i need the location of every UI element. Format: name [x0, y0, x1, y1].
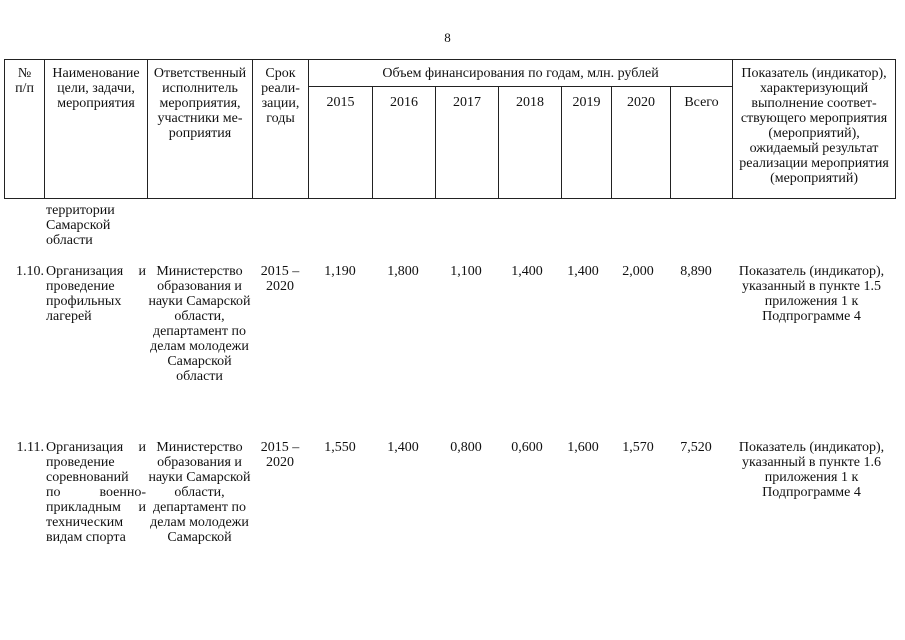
row-number: 1.11.: [16, 440, 44, 455]
page-number: 8: [444, 30, 451, 45]
row-term: 2015 – 2020: [260, 264, 300, 294]
header-year: 2018: [499, 87, 562, 199]
header-name: Наименование цели, задачи, мероприятия: [45, 60, 148, 199]
row-indicator: Показатель (индикатор), указанный в пункте 1.6 приложения 1 к Подпрограмме 4: [738, 440, 885, 500]
header-year: 2017: [436, 87, 499, 199]
row-value-2018: 0,600: [511, 440, 543, 455]
header-responsible: Ответственный исполнитель мероприятия, участники ме-роприятия: [148, 60, 253, 199]
header-indicator: Показатель (индикатор), характеризующий выполнение соответ-ствующего мероприятия (мероприятий), ожидаемый результат реализации мероприятия (мероприятий): [733, 60, 896, 199]
header-year: 2015: [309, 87, 373, 199]
row-value-total: 8,890: [680, 264, 712, 279]
row-term: 2015 – 2020: [260, 440, 300, 470]
row-value-2015: 1,190: [324, 264, 356, 279]
row-value-2018: 1,400: [511, 264, 543, 279]
header-num: № п/п: [5, 60, 45, 199]
header-year: 2020: [612, 87, 671, 199]
row-value-total: 7,520: [680, 440, 712, 455]
row-responsible: Министерство образования и науки Самарской области, департамент по делам молодежи Самарской: [148, 440, 251, 545]
row-value-2019: 1,600: [567, 440, 599, 455]
row-value-2019: 1,400: [567, 264, 599, 279]
row-value-2020: 2,000: [622, 264, 654, 279]
header-financing: Объем финансирования по годам, млн. рублей: [309, 60, 733, 87]
row-name: Организация и проведение соревнований по военно-прикладным и техническим видам спорта: [46, 440, 146, 545]
row-indicator: Показатель (индикатор), указанный в пункте 1.5 приложения 1 к Подпрограмме 4: [738, 264, 885, 324]
row-value-2017: 1,100: [450, 264, 482, 279]
header-year-total: Всего: [671, 87, 733, 199]
row-value-2016: 1,800: [387, 264, 419, 279]
row-value-2016: 1,400: [387, 440, 419, 455]
row-value-2015: 1,550: [324, 440, 356, 455]
continuation-text: территории Самарской области: [46, 203, 115, 248]
row-responsible: Министерство образования и науки Самарской области, департамент по делам молодежи Самарской области: [148, 264, 251, 384]
row-value-2020: 1,570: [622, 440, 654, 455]
row-number: 1.10.: [16, 264, 44, 279]
header-year: 2019: [562, 87, 612, 199]
table-header: [4, 59, 896, 199]
row-value-2017: 0,800: [450, 440, 482, 455]
row-name: Организация и проведение профильных лагерей: [46, 264, 146, 324]
header-year: 2016: [373, 87, 436, 199]
header-term: Срок реали-зации, годы: [253, 60, 309, 199]
